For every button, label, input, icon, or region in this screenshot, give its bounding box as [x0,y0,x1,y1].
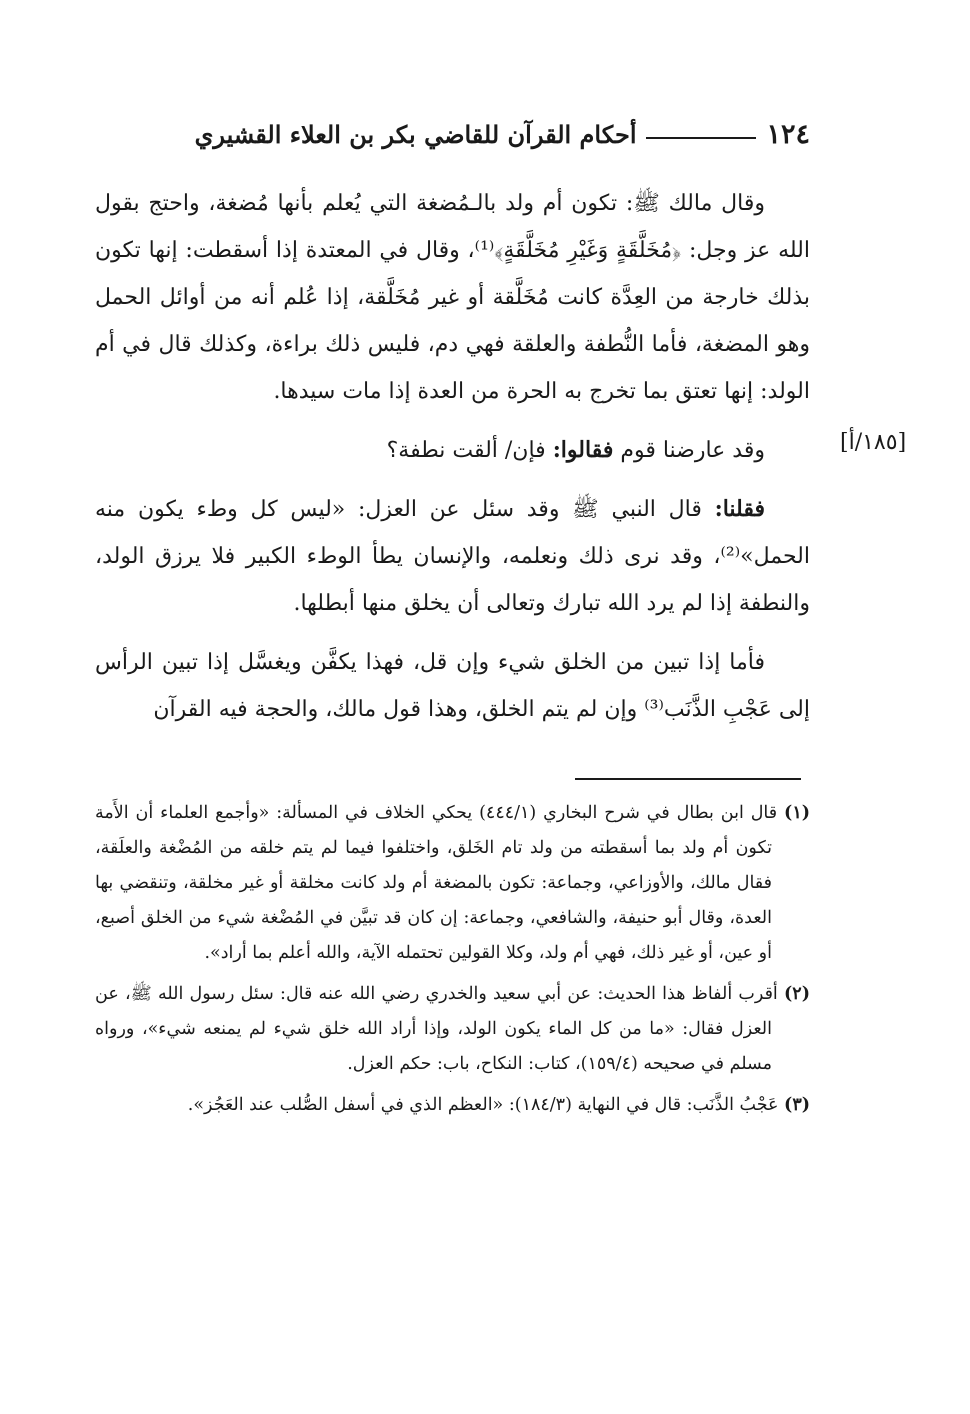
paragraph-3-lead: فقلنا: [714,496,765,522]
main-text [95,180,810,733]
footnote-text: أقرب ألفاظ هذا الحديث: عن أبي سعيد والخدري رضي الله عنه قال: سئل رسول الله ﷺ، عن العزل فقال: «ما من كل الماء يكون الولد، وإذا أراد الله خلق شيء لم يمنعه شيء»، ورواه مسلم في صحيحه (١٥٩/٤)، كتاب: النكاح، باب: حكم العزل. [95,984,778,1074]
footnote-number: (٢) [784,984,810,1004]
footnote-1 [95,796,810,971]
footnote-text: قال ابن بطال في شرح البخاري (٤٤٤/١) يحكي الخلاف في المسألة: «وأجمع العلماء أن الأَمة تكون أم ولد بما أسقطته من ولد تام الخَلق، واختلفوا فيما لم يتم خلقه من المُضْغة والعلَقة، فقال مالك، والأوزاعي، وجماعة: تكون بالمضغة أم ولد كانت مخلقة أو غير مخلقة، وتنقضي بها العدة، وقال أبو حنيفة، والشافعي، وجماعة: إن كان قد تبيَّن في المُضْغة شيء من الخلق أصبع، أو عين، أو غير ذلك، فهي أم ولد، وكلا القولين تحتمله الآية، والله أعلم بما أراد». [95,803,778,963]
footnote-text: عَجْبُ الذَّنَب: قال في النهاية (١٨٤/٣): «العظم الذي في أسفل الصُّلب عند العَجُز». [187,1095,779,1115]
page-header [95,112,810,156]
page-number: ١٢٤ [766,118,810,150]
paragraph-2-text: وقد عارضنا قوم فقالوا: فإن/ ألقت نطفة؟ [386,437,765,463]
footnote-2 [95,977,810,1082]
header-rule [646,137,756,139]
footnote-number: (١) [784,803,810,823]
folio-margin-note: [١٨٥/أ] [840,430,907,455]
footnotes [95,796,810,1129]
paragraph-3-text: قال النبي ﷺ وقد سئل عن العزل: «ليس كل وطء يكون منه الحمل»⁽²⁾، وقد نرى ذلك ونعلمه، والإنسان يطأ الوطء الكبير فلا يرزق الولد، والنطفة إذا لم يرد الله تبارك وتعالى أن يخلق منها أبطلها. [95,497,810,616]
paragraph-3 [95,486,810,627]
paragraph-1: وقال مالك ﷺ: تكون أم ولد بالـمُضغة التي يُعلم بأنها مُضغة، واحتج بقول الله عز وجل: ﴿مُخَلَّقَةٍ وَغَيْرِ مُخَلَّقَةٍ﴾⁽¹⁾، وقال في المعتدة إذا أسقطت: إنها تكون بذلك خارجة من العِدَّة كانت مُخَلَّقة أو غير مُخَلَّقة، إذا عُلم أنه من أوائل الحمل وهو المضغة، فأما النُّطفة والعلقة فهي دم، فليس ذلك براءة، وكذلك قال في أم الولد: إنها تعتق بما تخرج به الحرة من العدة إذا مات سيدها. [95,191,810,404]
footnote-3 [95,1088,810,1123]
footnote-number: (٣) [784,1095,810,1115]
running-title: أحكام القرآن للقاضي بكر بن العلاء القشيري [194,119,637,149]
footnote-separator [575,778,801,780]
paragraph-4: فأما إذا تبين من الخلق شيء وإن قل، فهذا يكفَّن ويغسَّل إذا تبين الرأس إلى عَجْبِ الذَّنَب⁽³⁾ وإن لم يتم الخلق، وهذا قول مالك، والحجة فيه القرآن [95,650,810,722]
paragraph-2-bold: فقالوا: [552,437,614,463]
paragraph-2 [95,427,810,474]
